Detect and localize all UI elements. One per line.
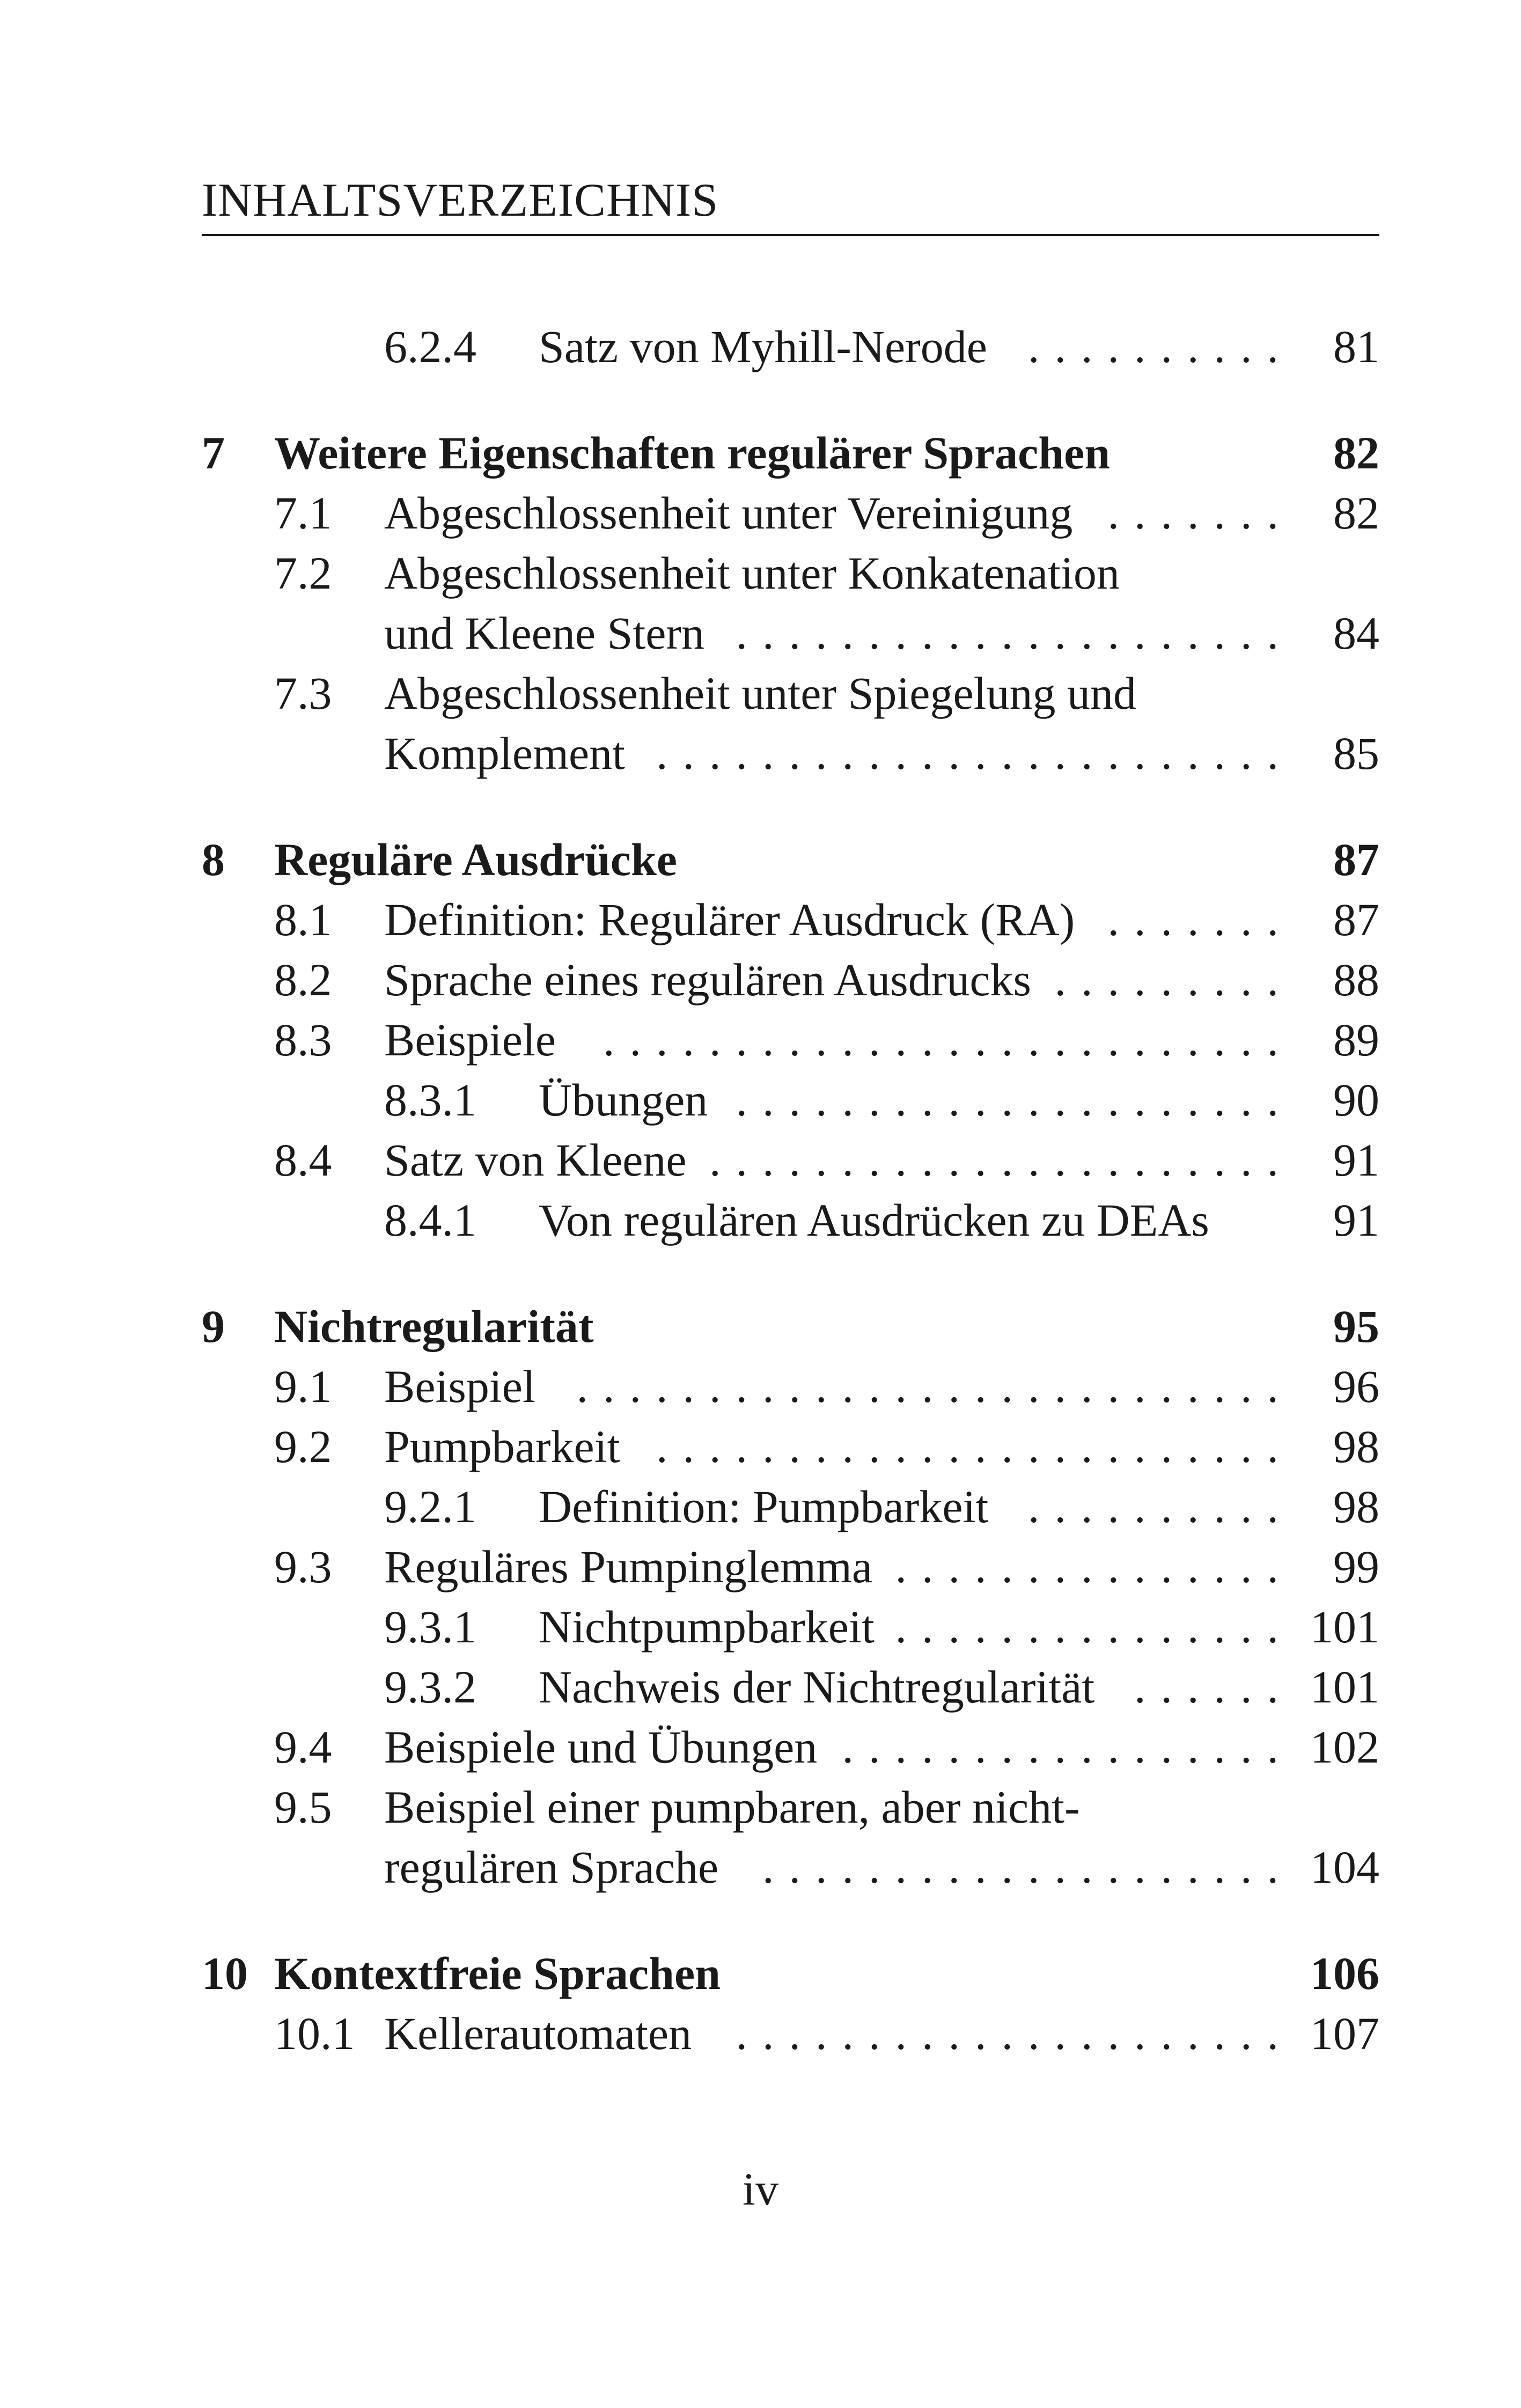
toc-entry[interactable] (202, 663, 1379, 723)
toc-entry-number: 9.1 (274, 1361, 332, 1412)
toc-entry-page: 82 (1333, 487, 1379, 539)
toc-entry-number: 9.2 (274, 1421, 332, 1472)
toc-entry-number: 9.3 (274, 1541, 332, 1592)
toc-entry-page: 88 (1333, 954, 1379, 1005)
toc-entry[interactable] (202, 543, 1379, 603)
toc-entry-number: 8.2 (274, 954, 332, 1005)
toc-entry-page: 90 (1333, 1074, 1379, 1126)
toc-entry-title: Abgeschlossenheit unter Spiegelung und (384, 667, 1137, 719)
toc-entry-page: 107 (1310, 2008, 1379, 2059)
header-rule (202, 234, 1379, 236)
toc-entry-title: Definition: Pumpbarkeit (539, 1481, 989, 1532)
toc-entry-title: und Kleene Stern (384, 607, 705, 659)
toc-entry-title: Kontextfreie Sprachen (274, 1948, 721, 1999)
toc-entry-number: 7.1 (274, 487, 332, 539)
toc-entry[interactable] (202, 1130, 1379, 1190)
toc-dot-leader: .......... (1028, 1481, 1294, 1532)
toc-dot-leader: ............... (895, 1601, 1294, 1653)
toc-entry-title: Beispiel (384, 1361, 535, 1412)
toc-entry-page: 87 (1333, 834, 1379, 885)
toc-entry[interactable] (202, 1070, 1379, 1130)
toc-entry-page: 91 (1333, 1194, 1379, 1246)
toc-entry-page: 91 (1333, 1134, 1379, 1186)
toc-entry[interactable] (202, 890, 1379, 950)
toc-entry[interactable] (202, 1597, 1379, 1657)
toc-entry-page: 82 (1333, 427, 1379, 479)
toc-entry-title: Nachweis der Nichtregularität (539, 1661, 1095, 1713)
table-of-contents (202, 317, 1379, 2064)
toc-entry-number: 8 (202, 834, 225, 885)
toc-chapter-entry[interactable] (202, 423, 1379, 483)
toc-entry-page: 98 (1333, 1481, 1379, 1532)
toc-entry[interactable] (202, 1537, 1379, 1597)
toc-entry[interactable] (202, 1416, 1379, 1477)
toc-entry-title: Definition: Regulärer Ausdruck (RA) (384, 894, 1075, 945)
toc-entry-title: Komplement (384, 728, 626, 779)
toc-entry-page: 84 (1333, 607, 1379, 659)
toc-entry[interactable] (202, 483, 1379, 543)
toc-entry-page: 87 (1333, 894, 1379, 945)
toc-entry-title: Pumpbarkeit (384, 1421, 620, 1472)
toc-entry-number: 7.2 (274, 547, 332, 599)
toc-entry-number: 8.3 (274, 1014, 332, 1066)
page-number: iv (743, 2163, 778, 2215)
toc-dot-leader: ..................... (736, 1074, 1294, 1126)
toc-entry[interactable] (202, 1777, 1379, 1837)
toc-dot-leader: ........................... (576, 1361, 1294, 1412)
toc-entry[interactable] (202, 1190, 1379, 1250)
toc-entry[interactable] (202, 1657, 1379, 1717)
toc-entry-number: 8.4.1 (384, 1194, 476, 1246)
toc-entry-page: 99 (1333, 1541, 1379, 1592)
toc-dot-leader: ....... (1107, 487, 1294, 539)
toc-entry-number: 9.5 (274, 1781, 332, 1833)
toc-entry-page: 81 (1333, 321, 1379, 372)
toc-entry-title: Nichtpumpbarkeit (539, 1601, 875, 1653)
toc-entry-title: Nichtregularität (274, 1301, 594, 1352)
toc-entry-continuation[interactable] (202, 603, 1379, 663)
toc-dot-leader: ....... (1107, 894, 1294, 945)
toc-dot-leader: ..................... (736, 2008, 1294, 2059)
toc-entry[interactable] (202, 1477, 1379, 1537)
toc-entry-page: 89 (1333, 1014, 1379, 1066)
toc-entry-page: 98 (1333, 1421, 1379, 1472)
toc-dot-leader: ................. (842, 1721, 1294, 1773)
toc-entry-number: 8.1 (274, 894, 332, 945)
toc-entry-title: Abgeschlossenheit unter Konkatenation (384, 547, 1120, 599)
toc-entry-number: 10.1 (274, 2008, 355, 2059)
toc-entry[interactable] (202, 1010, 1379, 1070)
toc-dot-leader: ........................ (656, 728, 1294, 779)
toc-entry-page: 104 (1310, 1841, 1379, 1893)
toc-entry-title: Weitere Eigenschaften regulärer Sprachen (274, 427, 1111, 479)
toc-entry[interactable] (202, 1717, 1379, 1777)
toc-entry-title: Beispiele und Übungen (384, 1721, 818, 1773)
toc-entry-number: 9 (202, 1301, 225, 1352)
toc-chapter-entry[interactable] (202, 1296, 1379, 1356)
toc-entry-page: 106 (1310, 1948, 1379, 1999)
toc-dot-leader: ...................... (709, 1134, 1294, 1186)
toc-dot-leader: ...... (1134, 1661, 1294, 1713)
toc-dot-leader: ............... (895, 1541, 1294, 1592)
toc-entry-number: 9.2.1 (384, 1481, 476, 1532)
toc-entry-number: 7.3 (274, 667, 332, 719)
toc-dot-leader: .......................... (603, 1014, 1294, 1066)
toc-entry-title: Satz von Myhill-Nerode (539, 321, 987, 372)
toc-entry-page: 95 (1333, 1301, 1379, 1352)
toc-entry-continuation[interactable] (202, 1837, 1379, 1897)
toc-entry-title: Von regulären Ausdrücken zu DEAs (539, 1194, 1209, 1246)
toc-entry-page: 96 (1333, 1361, 1379, 1412)
toc-entry-title: Reguläre Ausdrücke (274, 834, 677, 885)
toc-entry[interactable] (202, 2003, 1379, 2064)
toc-entry-number: 9.4 (274, 1721, 332, 1773)
toc-dot-leader: ......... (1054, 954, 1294, 1005)
toc-entry-number: 9.3.1 (384, 1601, 476, 1653)
toc-entry-page: 102 (1310, 1721, 1379, 1773)
toc-entry-title: Kellerautomaten (384, 2008, 692, 2059)
toc-dot-leader: ..................... (736, 607, 1294, 659)
toc-entry-number: 10 (202, 1948, 248, 1999)
toc-entry-page: 85 (1333, 728, 1379, 779)
toc-entry-number: 6.2.4 (384, 321, 476, 372)
toc-entry-title: Sprache eines regulären Ausdrucks (384, 954, 1031, 1005)
toc-entry-title: regulären Sprache (384, 1841, 719, 1893)
toc-entry[interactable] (202, 317, 1379, 377)
toc-entry-number: 8.4 (274, 1134, 332, 1186)
toc-entry[interactable] (202, 1356, 1379, 1416)
toc-entry[interactable] (202, 950, 1379, 1010)
toc-entry-title: Beispiel einer pumpbaren, aber nicht- (384, 1781, 1080, 1833)
toc-entry-number: 7 (202, 427, 225, 479)
toc-dot-leader: .................... (762, 1841, 1294, 1893)
toc-entry-continuation[interactable] (202, 723, 1379, 783)
toc-entry-title: Reguläres Pumpinglemma (384, 1541, 873, 1592)
toc-entry-number: 9.3.2 (384, 1661, 476, 1713)
toc-entry-title: Beispiele (384, 1014, 556, 1066)
toc-chapter-entry[interactable] (202, 829, 1379, 890)
toc-chapter-entry[interactable] (202, 1943, 1379, 2003)
toc-entry-number: 8.3.1 (384, 1074, 476, 1126)
toc-entry-page: 101 (1310, 1601, 1379, 1653)
toc-entry-title: Abgeschlossenheit unter Vereinigung (384, 487, 1073, 539)
toc-dot-leader: .......... (1028, 321, 1294, 372)
toc-entry-title: Übungen (539, 1074, 708, 1126)
toc-entry-title: Satz von Kleene (384, 1134, 687, 1186)
toc-dot-leader: ........................ (656, 1421, 1294, 1472)
running-head-title: INHALTSVERZEICHNIS (202, 174, 719, 226)
toc-entry-page: 101 (1310, 1661, 1379, 1713)
